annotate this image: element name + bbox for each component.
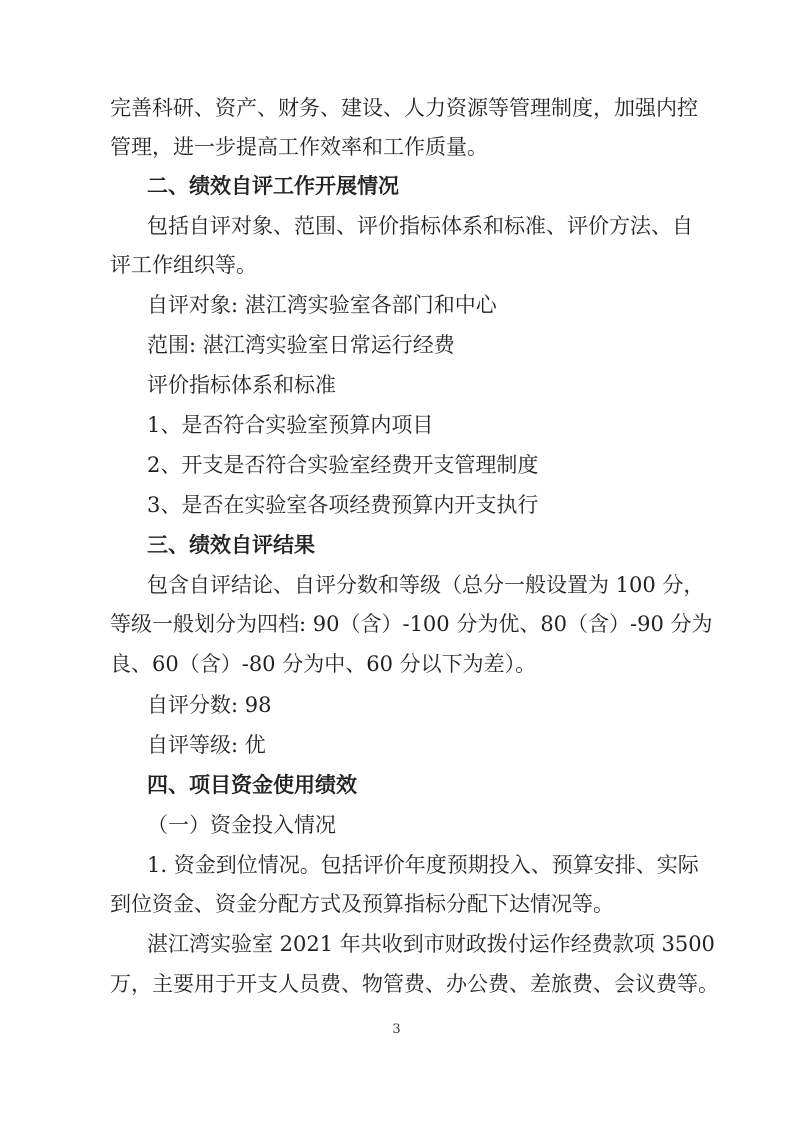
section-heading: 三、绩效自评结果	[147, 533, 315, 557]
list-item: 2、开支是否符合实验室经费开支管理制度	[147, 453, 539, 477]
paragraph-line: 范围: 湛江湾实验室日常运行经费	[147, 333, 455, 357]
page-number: 3	[392, 1022, 401, 1037]
paragraph-line: 包含自评结论、自评分数和等级（总分一般设置为 100 分，	[147, 573, 705, 597]
subsection-heading: （一）资金投入情况	[147, 813, 336, 837]
list-item: 1、是否符合实验室预算内项目	[147, 413, 434, 437]
section-heading: 二、绩效自评工作开展情况	[147, 174, 399, 198]
paragraph-line: 等级一般划分为四档: 90（含）-100 分为优、80（含）-90 分为	[110, 612, 713, 636]
list-item: 3、是否在实验室各项经费预算内开支执行	[147, 493, 539, 517]
paragraph-line: 自评等级: 优	[147, 733, 266, 757]
section-heading: 四、项目资金使用绩效	[147, 773, 357, 797]
paragraph-line: 管理，进一步提高工作效率和工作质量。	[110, 135, 488, 159]
paragraph-line: 万，主要用于开支人员费、物管费、办公费、差旅费、会议费等。	[110, 972, 719, 996]
paragraph-line: 到位资金、资金分配方式及预算指标分配下达情况等。	[110, 892, 614, 916]
paragraph-line: 良、60（含）-80 分为中、60 分以下为差）。	[110, 652, 537, 676]
paragraph-line: 湛江湾实验室 2021 年共收到市财政拨付运作经费款项 3500	[147, 932, 715, 956]
paragraph-line: 包括自评对象、范围、评价指标体系和标准、评价方法、自	[147, 214, 693, 238]
paragraph-line: 1. 资金到位情况。包括评价年度预期投入、预算安排、实际	[147, 853, 699, 877]
paragraph-line: 自评分数: 98	[147, 693, 272, 717]
paragraph-line: 自评对象: 湛江湾实验室各部门和中心	[147, 293, 497, 317]
paragraph-line: 完善科研、资产、财务、建设、人力资源等管理制度，加强内控	[110, 96, 698, 120]
paragraph-line: 评价指标体系和标准	[147, 373, 336, 397]
paragraph-line: 评工作组织等。	[110, 253, 257, 277]
